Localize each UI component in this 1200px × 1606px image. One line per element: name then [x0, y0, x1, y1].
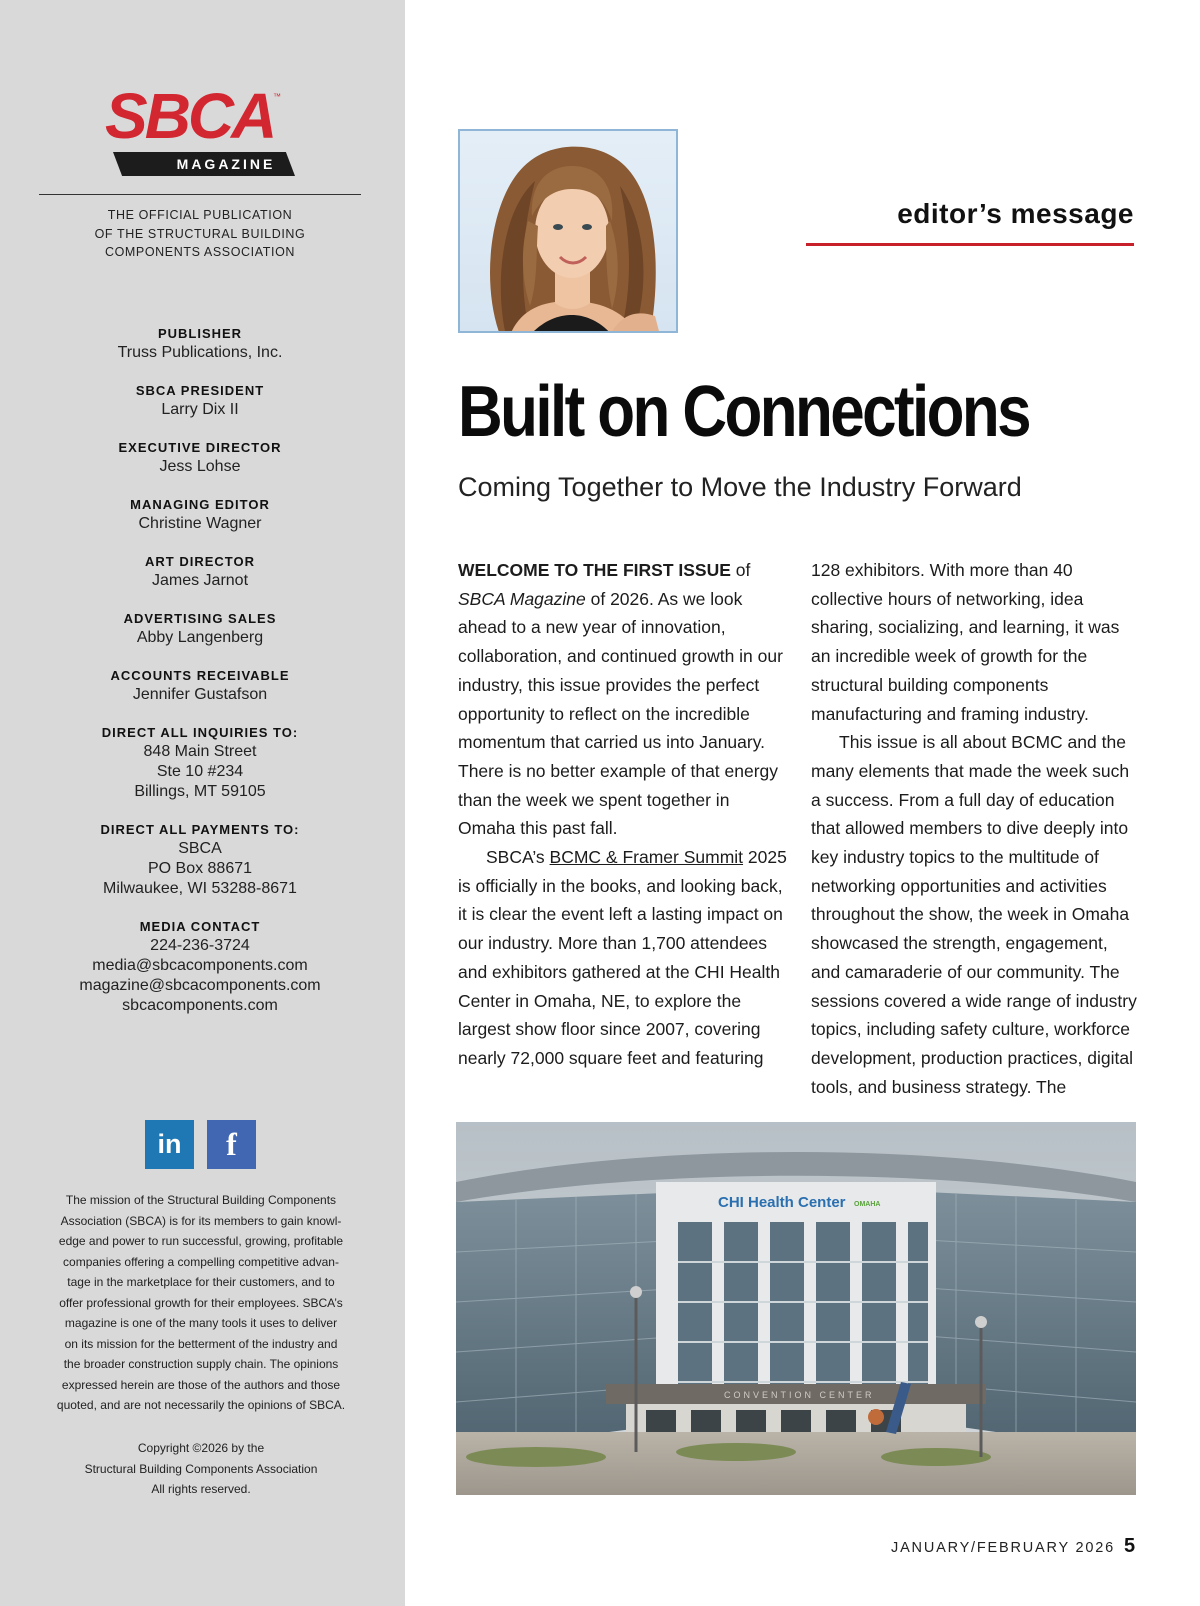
masthead-executive-director — [39, 439, 361, 477]
mission-statement — [38, 1190, 364, 1416]
masthead-label: ART DIRECTOR — [145, 554, 255, 569]
sbca-magazine-logo[interactable] — [105, 80, 295, 178]
lead-in: WELCOME TO THE FIRST ISSUE — [458, 560, 731, 580]
copyright-line: Structural Building Components Association — [84, 1461, 318, 1476]
masthead-label: EXECUTIVE DIRECTOR — [118, 440, 282, 455]
contact-phone[interactable]: 224-236-3724 — [150, 937, 250, 954]
mission-line: the broader construction supply chain. The opinions — [63, 1357, 339, 1371]
canopy-sign: CONVENTION CENTER — [724, 1390, 875, 1400]
mission-line: tage in the marketplace for their customers, and to — [67, 1275, 335, 1289]
mission-line: on its mission for the betterment of the industry and — [64, 1336, 338, 1351]
masthead-value: Ste 10 #234 — [156, 763, 244, 780]
article-column-1 — [458, 556, 788, 1073]
masthead-label: MEDIA CONTACT — [139, 919, 261, 934]
editor-portrait-image — [460, 131, 678, 333]
masthead-value: Jess Lohse — [159, 458, 241, 475]
article-column-2 — [811, 556, 1141, 1101]
official-line: COMPONENTS ASSOCIATION — [104, 245, 296, 259]
official-publication — [39, 206, 361, 262]
facebook-icon[interactable]: f — [207, 1120, 256, 1169]
magazine-name: SBCA Magazine — [458, 588, 586, 609]
masthead-label: MANAGING EDITOR — [130, 497, 270, 512]
article-paragraph: This issue is all about BCMC and the many elements that made the week such a success. From a full day of education that allowed members to dive deeply into key industry topics to the multitude of networking opportunities and activities throughout the show, the week in Omaha showcased the strength, engagement, and camaraderie of our community. The sessions covered a wide range of industry topics, including safety culture, workforce development, production practices, digital tools, and business strategy. The — [811, 732, 1137, 1097]
masthead-inquiries — [39, 724, 361, 802]
masthead-value: SBCA — [178, 840, 222, 857]
bcmc-link[interactable]: BCMC & Framer Summit — [549, 847, 744, 868]
chi-health-center-photo — [456, 1122, 1136, 1495]
masthead-value: Truss Publications, Inc. — [117, 344, 283, 361]
masthead-value: James Jarnot — [151, 572, 249, 589]
logo-trademark: ™ — [273, 92, 281, 101]
issue-date: JANUARY/FEBRUARY 2026 — [891, 1540, 1115, 1556]
mission-line: The mission of the Structural Building Components — [65, 1193, 337, 1207]
mission-line: quoted, and are not necessarily the opinions of SBCA. — [56, 1398, 346, 1412]
official-line: OF THE STRUCTURAL BUILDING — [94, 226, 306, 241]
masthead-label: ACCOUNTS RECEIVABLE — [110, 668, 290, 683]
mission-line: edge and power to run successful, growing, profitable — [58, 1234, 344, 1248]
masthead-label: DIRECT ALL PAYMENTS TO: — [100, 822, 300, 837]
masthead-president — [39, 382, 361, 420]
mission-line: Association (SBCA) is for its members to gain knowl- — [60, 1213, 342, 1228]
masthead-art-director — [39, 553, 361, 591]
masthead-value: Abby Langenberg — [136, 629, 264, 646]
masthead-payments — [39, 821, 361, 899]
masthead-label: PUBLISHER — [157, 326, 243, 341]
mission-line: magazine is one of the many tools it uses to deliver — [64, 1316, 338, 1330]
section-rule — [806, 243, 1134, 246]
masthead-advertising-sales — [39, 610, 361, 648]
copyright-line: All rights reserved. — [151, 1482, 251, 1496]
page-number: 5 — [1124, 1535, 1136, 1557]
sidebar-divider — [39, 194, 361, 195]
masthead-label: ADVERTISING SALES — [123, 611, 277, 626]
copyright-line: Copyright ©2026 by the — [137, 1441, 265, 1455]
article-subtitle: Coming Together to Move the Industry Forward — [458, 472, 1022, 502]
masthead-value: Christine Wagner — [138, 515, 262, 532]
sidebar — [0, 0, 405, 1606]
building-sign: CHI Health Center — [718, 1194, 846, 1211]
masthead — [39, 325, 361, 1035]
section-label: editor’s message — [897, 198, 1134, 229]
masthead-label: DIRECT ALL INQUIRIES TO: — [101, 725, 299, 740]
mission-line: companies offering a compelling competitive advan- — [63, 1254, 339, 1269]
mission-line: offer professional growth for their employees. SBCA’s — [59, 1295, 343, 1310]
masthead-value: Larry Dix II — [161, 401, 239, 418]
social-links — [145, 1120, 255, 1170]
contact-email-magazine[interactable]: magazine@sbcacomponents.com — [79, 977, 321, 994]
masthead-accounts-receivable — [39, 667, 361, 705]
masthead-value: Jennifer Gustafson — [132, 686, 268, 703]
logo-wordmark: SBCA — [105, 80, 275, 152]
masthead-value: PO Box 88671 — [147, 860, 253, 877]
masthead-managing-editor — [39, 496, 361, 534]
masthead-value: Billings, MT 59105 — [134, 783, 266, 800]
contact-website[interactable]: sbcacomponents.com — [122, 997, 278, 1014]
logo-magazine-label: MAGAZINE — [176, 156, 276, 172]
masthead-value: Milwaukee, WI 53288-8671 — [103, 880, 297, 897]
copyright — [38, 1438, 364, 1500]
editor-portrait — [458, 129, 678, 333]
linkedin-icon[interactable]: in — [145, 1120, 194, 1169]
article-paragraph: 128 exhibitors. With more than 40 collective hours of networking, idea sharing, socializing, and learning, it was an incredible week of growth for the structural building components manufacturing and framing industry. — [811, 560, 1120, 724]
masthead-publisher — [39, 325, 361, 363]
mission-line: expressed herein are those of the authors and those — [61, 1377, 341, 1392]
building-sign-small: OMAHA — [854, 1201, 881, 1208]
article-paragraph: SBCA’s BCMC & Framer Summit 2025 is officially in the books, and looking back, it is clear the event left a lasting impact on our industry. More than 1,700 attendees and exhibitors gathered at the CHI Health Center in Omaha, NE, to explore the largest show floor since 2007, covering nearly 72,000 square feet and featuring — [458, 847, 787, 1068]
building-illustration — [456, 1122, 1136, 1495]
masthead-label: SBCA PRESIDENT — [135, 383, 265, 398]
contact-email-media[interactable]: media@sbcacomponents.com — [92, 957, 308, 974]
masthead-media-contact — [39, 918, 361, 1016]
official-line: THE OFFICIAL PUBLICATION — [107, 208, 293, 222]
masthead-value: 848 Main Street — [143, 743, 257, 760]
article-paragraph: WELCOME TO THE FIRST ISSUE of SBCA Magazine of 2026. As we look ahead to a new year of innovation, collaboration, and continued growth in our industry, this issue provides the perfect opportunity to reflect on the incredible momentum that carried us into January. There is no better example of that energy than the week we spent together in Omaha this past fall. — [458, 560, 783, 839]
article-title: Built on Connections — [458, 372, 1029, 452]
